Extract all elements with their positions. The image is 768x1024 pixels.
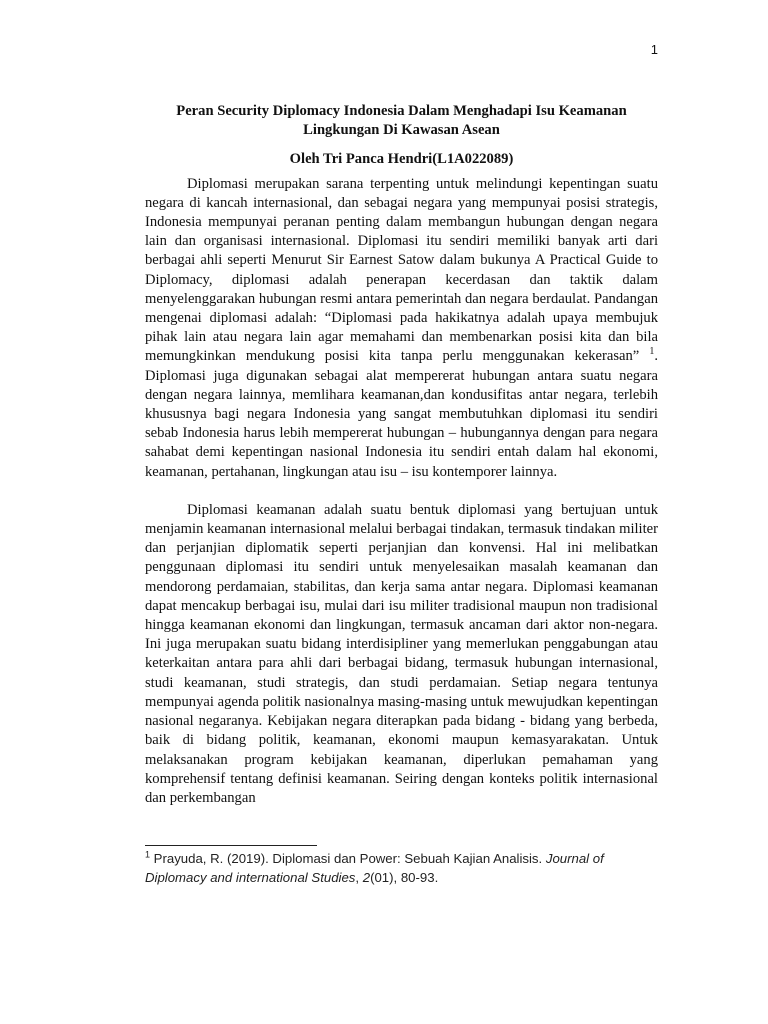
- footnote-journal-title: Journal of Diplomacy and international Studies: [145, 851, 604, 885]
- paragraph-2: Diplomasi keamanan adalah suatu bentuk diplomasi yang bertujuan untuk menjamin keamanan internasional melalui berbagai tindakan, termasuk tindakan militer dan perjanjian diplomatik seperti perjanjian dan konvensi. Hal ini melibatkan penggunaan diplomasi itu sendiri untuk menyelesaikan masalah keamanan dan mendorong perdamaian, stabilitas, dan kerja sama antar negara. Diplomasi keamanan dapat mencakup berbagai isu, mulai dari isu militer tradisional maupun non tradisional hingga keamanan ekonomi dan lingkungan, termasuk ancaman dari aktor non-negara. Ini juga merupakan suatu bidang interdisipliner yang memerlukan penggabungan atau keterkaitan antara para ahli dari berbagai bidang, termasuk hubungan internasional, studi keamanan, studi strategis, dan studi perdamaian. Setiap negara tentunya mempunyai agenda politik nasionalnya masing-masing untuk mewujudkan kepentingan nasional negaranya. Kebijakan negara diterapkan pada bidang - bidang yang berbeda, baik di bidang politik, keamanan, ekonomi maupun kemasyarakatan. Untuk melaksanakan program kebijakan keamanan, diperlukan pemahaman yang komprehensif tentang definisi keamanan. Seiring dengan konteks politik internasional dan perkembangan: [145, 501, 658, 806]
- footnote-issue-pages: (01), 80-93.: [370, 870, 439, 885]
- footnote: [145, 849, 658, 887]
- footnote-number: 1: [145, 849, 151, 860]
- paragraph-1: [145, 175, 658, 482]
- footnote-citation-text: Prayuda, R. (2019). Diplomasi dan Power: Sebuah Kajian Analisis.: [150, 851, 546, 866]
- author-line: Oleh Tri Panca Hendri(L1A022089): [289, 151, 514, 168]
- footnote-reference[interactable]: 1: [649, 346, 655, 358]
- document-title: Peran Security Diplomacy Indonesia Dalam Menghadapi Isu Keamanan Lingkungan Di Kawasan Asean: [176, 103, 627, 139]
- footnote-separator-text: ,: [355, 870, 363, 885]
- document-body: [145, 102, 658, 827]
- paragraph-1-text-a: Diplomasi merupakan sarana terpenting untuk melindungi kepentingan suatu negara di kancah internasional, dan sebagai negara yang mempunyai posisi strategis, Indonesia mempunyai peranan penting dalam membangun hubungan dengan negara lain dan organisasi internasional. Diplomasi itu sendiri memiliki banyak arti dari berbagai ahli seperti Menurut Sir Earnest Satow dalam bukunya A Practical Guide to Diplomacy, diplomasi adalah penerapan kecerdasan dan taktik dalam menyelenggarakan hubungan resmi antara pemerintah dan negara berdaulat. Pandangan mengenai diplomasi adalah: “Diplomasi pada hakikatnya adalah upaya membujuk pihak lain atau negara lain agar memahami dan membenarkan posisi kita dan bila memungkinkan mendukung posisi kita tanpa perlu menggunakan kekerasan”: [145, 175, 658, 365]
- paragraph-1-text-b: . Diplomasi juga digunakan sebagai alat mempererat hubungan antara suatu negara dengan negara lainnya, memlihara keamanan,dan kondusifitas antar negara, terlebih khususnya bagi negara Indonesia yang sangat membutuhkan diplomasi itu sendiri sebab Indonesia harus lebih mempererat hubungan – hubungannya dengan para negara sahabat demi kepentingan nasional Indonesia itu sendiri entah dalam hal ekonomi, keamanan, pertahanan, lingkungan atau isu – isu kontemporer lainnya.: [145, 348, 658, 480]
- footnote-separator: [145, 845, 317, 846]
- footnote-volume: 2: [362, 870, 371, 885]
- page-number: 1: [650, 42, 658, 57]
